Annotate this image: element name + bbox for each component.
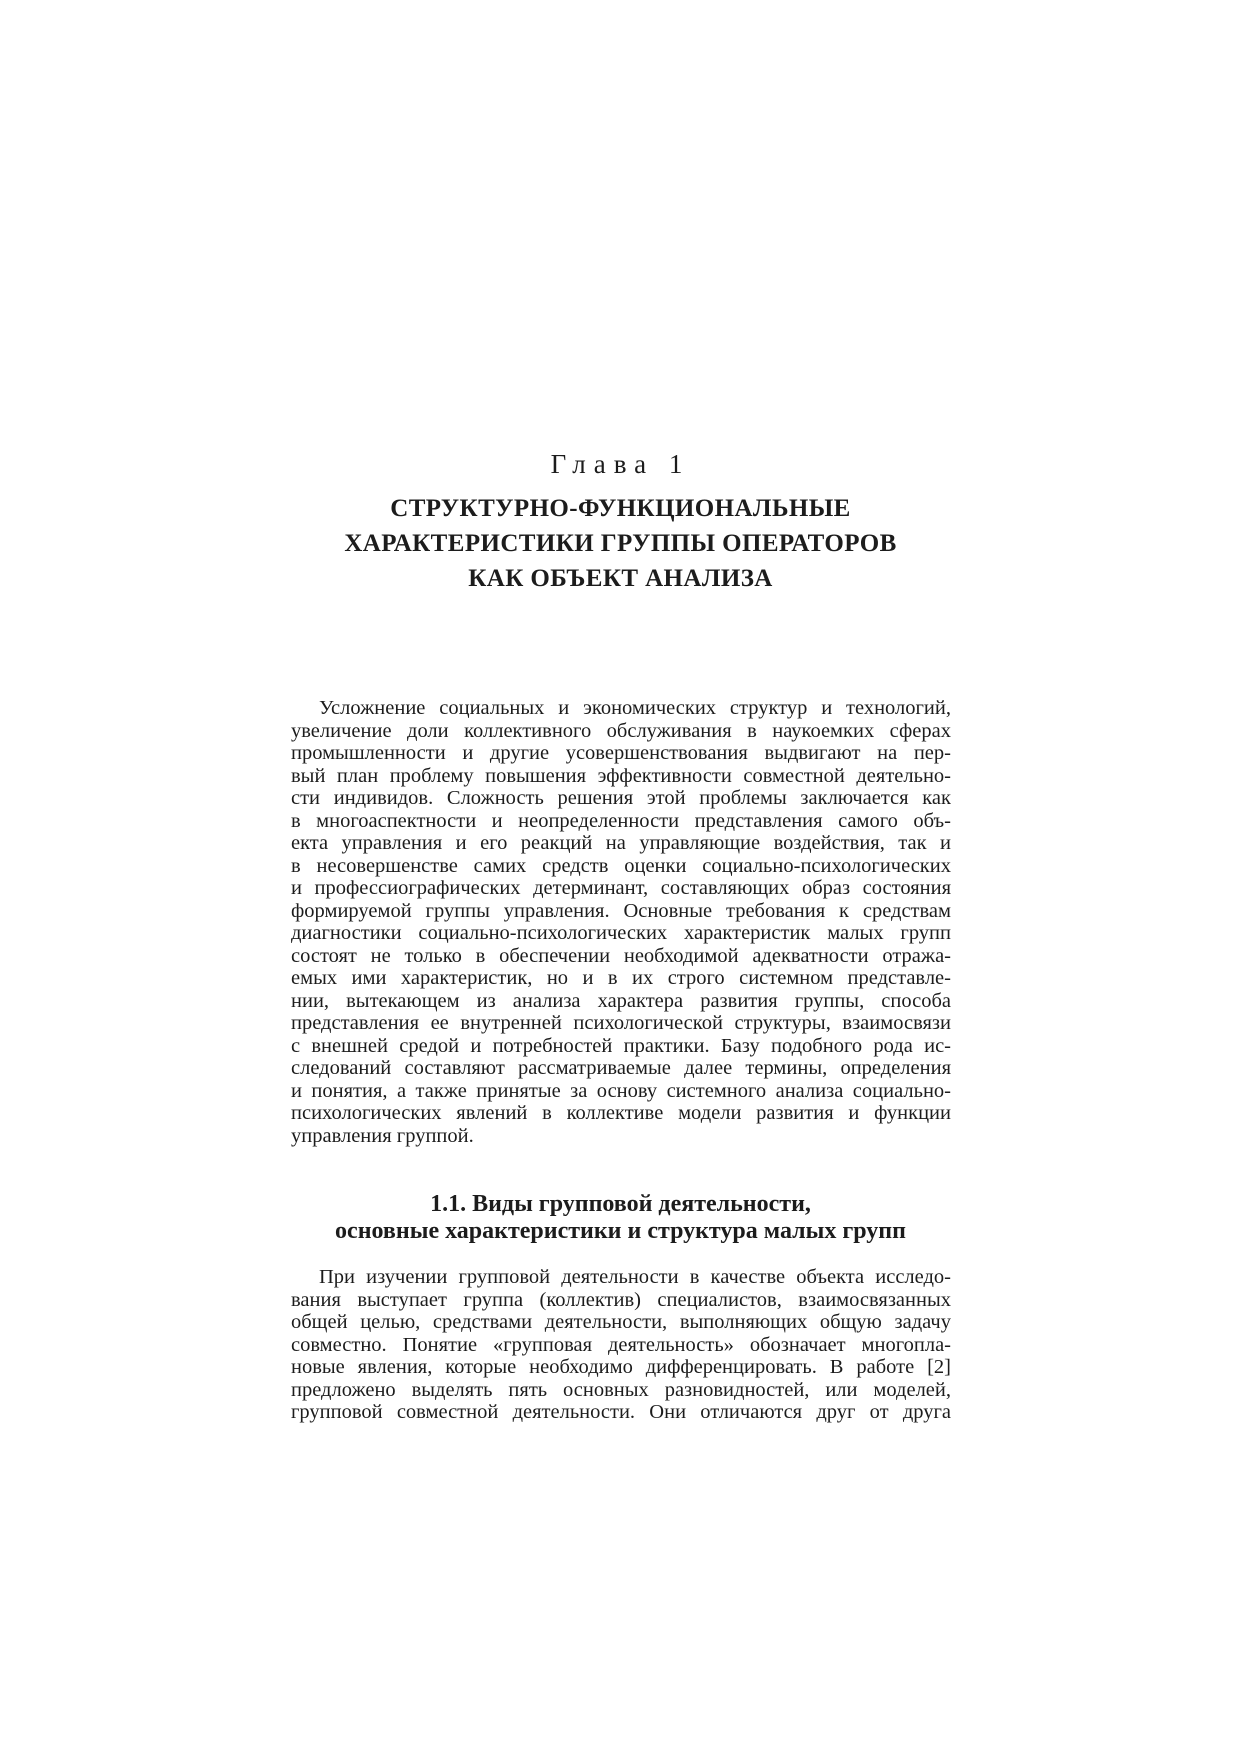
text-line: психологических явлений в коллективе модели развития и функции — [291, 1102, 951, 1124]
text-line: формируемой группы управления. Основные требования к средствам — [291, 899, 951, 922]
text-line: сти индивидов. Сложность решения этой проблемы заключается как — [291, 787, 951, 809]
text-line: новые явления, которые необходимо дифференцировать. В работе [2] — [291, 1356, 951, 1378]
text-line: представления ее внутренней психологической структуры, взаимосвязи — [291, 1012, 951, 1034]
text-line: совместно. Понятие «групповая деятельность» обозначает многопла- — [291, 1333, 951, 1356]
text-line: в несовершенстве самих средств оценки социально-психологических — [291, 854, 951, 877]
section-heading — [0, 1191, 1241, 1245]
chapter-title — [0, 491, 1241, 596]
text-line: предложено выделять пять основных разновидностей, или моделей, — [291, 1378, 951, 1401]
text-line: с внешней средой и потребностей практики. Базу подобного рода ис- — [291, 1034, 951, 1057]
chapter-label: Глава 1 — [550, 449, 691, 479]
chapter-title-line: КАК ОБЪЕКТ АНАЛИЗА — [468, 565, 773, 592]
text-line: увеличение доли коллективного обслуживания в наукоемких сферах — [291, 719, 951, 742]
text-line: следований составляют рассматриваемые далее термины, определения — [291, 1057, 951, 1079]
text-line: в многоаспектности и неопределенности представления самого объ- — [291, 809, 951, 832]
text-line: емых ими характеристик, но и в их строго системном представле- — [291, 967, 951, 989]
text-line: диагностики социально-психологических характеристик малых групп — [291, 922, 951, 944]
text-line: Усложнение социальных и экономических структур и технологий, — [319, 697, 951, 719]
text-line: общей целью, средствами деятельности, выполняющих общую задачу — [291, 1311, 951, 1333]
text-line: групповой совместной деятельности. Они отличаются друг от друга — [291, 1401, 951, 1423]
text-line: екта управления и его реакций на управляющие воздействия, так и — [291, 832, 951, 854]
text-line: нии, вытекающем из анализа характера развития группы, способа — [291, 989, 951, 1012]
text-line: состоят не только в обеспечении необходимой адекватности отража- — [291, 944, 951, 967]
intro-paragraph — [291, 697, 951, 1147]
text-line: При изучении групповой деятельности в качестве объекта исследо- — [319, 1266, 951, 1288]
text-line: управления группой. — [291, 1124, 474, 1147]
text-line: промышленности и другие усовершенствования выдвигают на пер- — [291, 742, 951, 764]
text-line: и профессиографических детерминант, составляющих образ состояния — [291, 877, 951, 899]
section-heading-line: основные характеристики и структура малых групп — [335, 1218, 906, 1244]
text-line: вый план проблему повышения эффективности совместной деятельно- — [291, 764, 951, 787]
section-paragraph — [291, 1266, 951, 1424]
chapter-title-line: СТРУКТУРНО-ФУНКЦИОНАЛЬНЫЕ — [390, 495, 851, 522]
section-heading-line: 1.1. Виды групповой деятельности, — [430, 1191, 811, 1217]
text-line: и понятия, а также принятые за основу системного анализа социально- — [291, 1079, 951, 1102]
text-line: вания выступает группа (коллектив) специалистов, взаимосвязанных — [291, 1288, 951, 1311]
chapter-title-line: ХАРАКТЕРИСТИКИ ГРУППЫ ОПЕРАТОРОВ — [344, 530, 897, 557]
